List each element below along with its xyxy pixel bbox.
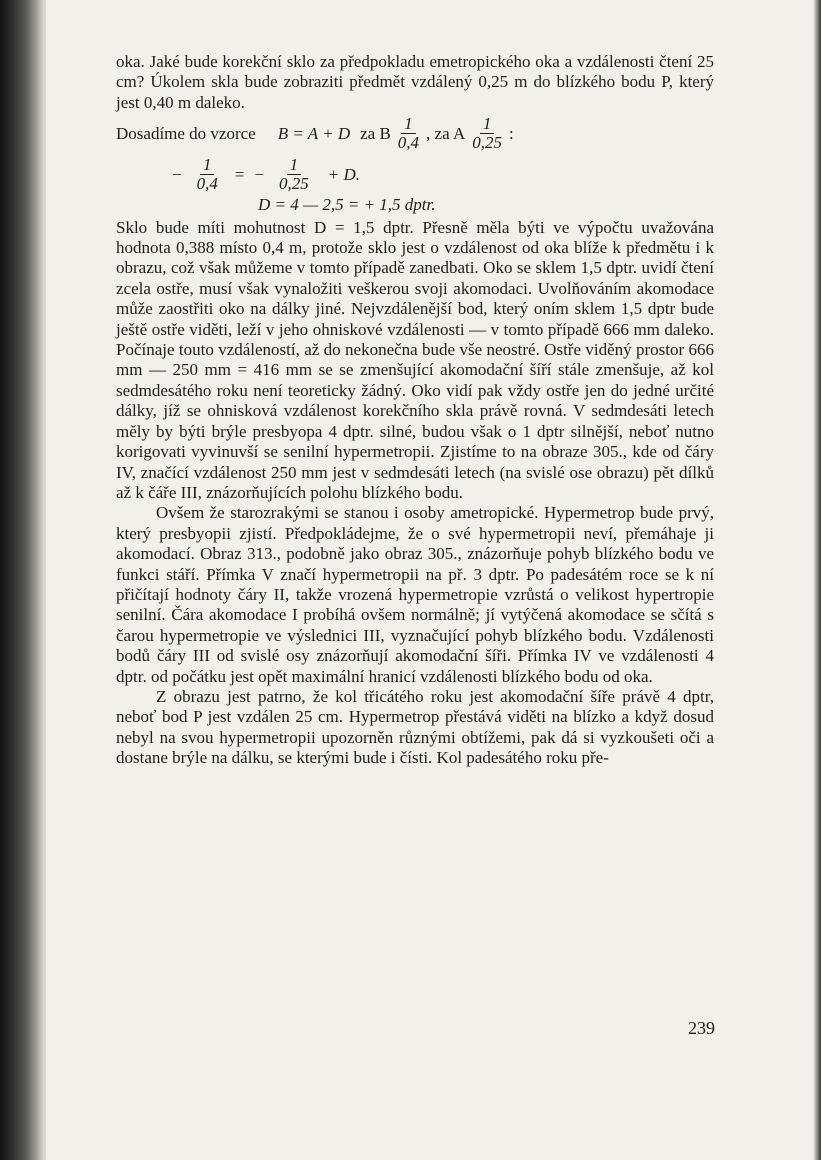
eq1-minus-2: −: [254, 164, 265, 184]
eq1-tail: + D.: [327, 164, 361, 184]
substitution-line: [116, 115, 714, 152]
eq1-fraction-2-denominator: 0,25: [279, 174, 309, 194]
colon: :: [508, 123, 514, 143]
fraction-b-numerator: 1: [401, 115, 416, 134]
za-a-label: , za A: [426, 123, 466, 143]
formula-main: B = A + D: [277, 123, 351, 143]
za-b-label: za B: [360, 123, 391, 143]
page-number: 239: [688, 1018, 715, 1038]
book-binding-shadow: [0, 0, 46, 1160]
fraction-a-denominator: 0,25: [472, 133, 502, 153]
fraction-a: [469, 115, 505, 152]
fraction-b: [395, 115, 422, 152]
eq1-fraction-2: [276, 156, 312, 193]
eq1-minus: −: [172, 164, 182, 184]
equation-2: D = 4 — 2,5 = + 1,5 dptr.: [258, 195, 436, 215]
eq1-equals: =: [234, 164, 245, 184]
eq1-fraction-2-numerator: 1: [287, 156, 302, 175]
paragraph-1: Sklo bude míti mohutnost D = 1,5 dptr. Přesně měla býti ve výpočtu uvažována hodnota 0,388 místo 0,4 m, protože sklo jest o vzdálenost od oka blíže k předmětu i k obrazu, což však můžeme v tomto případě zanedbati. Oko se sklem 1,5 dptr. uvidí čtení zcela ostře, musí však vynaložiti veškerou svoji akomodaci. Uvolňováním akomodace může zaostřiti oko na dálky jiné. Nejvzdálenější bod, který oním sklem 1,5 dptr bude ještě ostře viděti, leží v jeho ohniskové vzdálenosti — v tomto případě 666 mm daleko. Počínaje touto vzdáleností, až do nekonečna bude vše neostré. Ostře viděný prostor 666 mm — 250 mm = 416 mm se se zmenšující akomodační šíří stále zmenšuje, až kol sedmdesátého roku není teoreticky žádný. Oko vidí pak vždy ostře jen do jedné určité dálky, jíž se ohnisková vzdálenost korekčního skla právě rovná. V sedmdesáti letech měly by býti brýle presbyopa 4 dptr. silné, budou však o 1 dptr silnější, neboť nutno korigovati vyvinuvší se senilní hypermetropii. Zjistíme to na obraze 305., kde od čáry IV, značící vzdálenost 250 mm jest v sedmdesáti letech (na svislé ose obrazu) pět dílků až k čáře III, znázorňujících polohu blízkého bodu.: [116, 217, 714, 502]
intro-paragraph: oka. Jaké bude korekční sklo za předpokladu emetropického oka a vzdálenosti čtení 25 cm? Úkolem skla bude zobraziti předmět vzdálený 0,25 m do blízkého bodu P, který jest 0,40 m daleko.: [116, 52, 714, 112]
equation-1: [172, 156, 714, 193]
eq1-fraction-1: [194, 156, 221, 193]
eq1-fraction-1-numerator: 1: [200, 156, 215, 175]
substitute-prefix: Dosadíme do vzorce: [116, 123, 256, 143]
page-edge-shadow: [813, 0, 821, 1160]
fraction-b-denominator: 0,4: [397, 133, 420, 153]
paragraph-3: Z obrazu jest patrno, že kol třicátého roku jest akomodační šíře právě 4 dptr, neboť bod P jest vzdálen 25 cm. Hypermetrop přestává viděti na blízko a když dosud nebyl na svou hypermetropii upozorněn různými obtížemi, pak dá si vyzkoušeti oči a dostane brýle na dálku, se kterými bude i čísti. Kol padesátého roku pře-: [116, 686, 714, 768]
paragraph-2: Ovšem že starozrakými se stanou i osoby ametropické. Hypermetrop bude prvý, který presbyopii zjistí. Předpokládejme, že o své hypermetropii neví, přemáhaje ji akomodací. Obraz 313., podobně jako obraz 305., znázorňuje pohyb blízkého bodu ve funkci stáří. Přímka V značí hypermetropii na př. 3 dptr. Po padesátém roce se k ní přičítají hodnoty čáry II, takže vrozená hypermetropie vzrůstá o velikost hypertropie senilní. Čára akomodace I probíhá ovšem normálně; jí vytýčená akomodace se sčítá s čarou hypermetropie ve výslednici III, vyznačující pohyb blízkého bodu. Vzdálenosti bodů čáry III od svislé osy znázorňují akomodační šíři. Přímka IV ve vzdálenosti 4 dptr. od počátku jest opět maximální hranicí vzdálenosti blízkého bodu od oka.: [116, 503, 714, 686]
fraction-a-numerator: 1: [480, 115, 495, 134]
eq1-fraction-1-denominator: 0,4: [196, 174, 218, 194]
page-text: [116, 52, 714, 769]
